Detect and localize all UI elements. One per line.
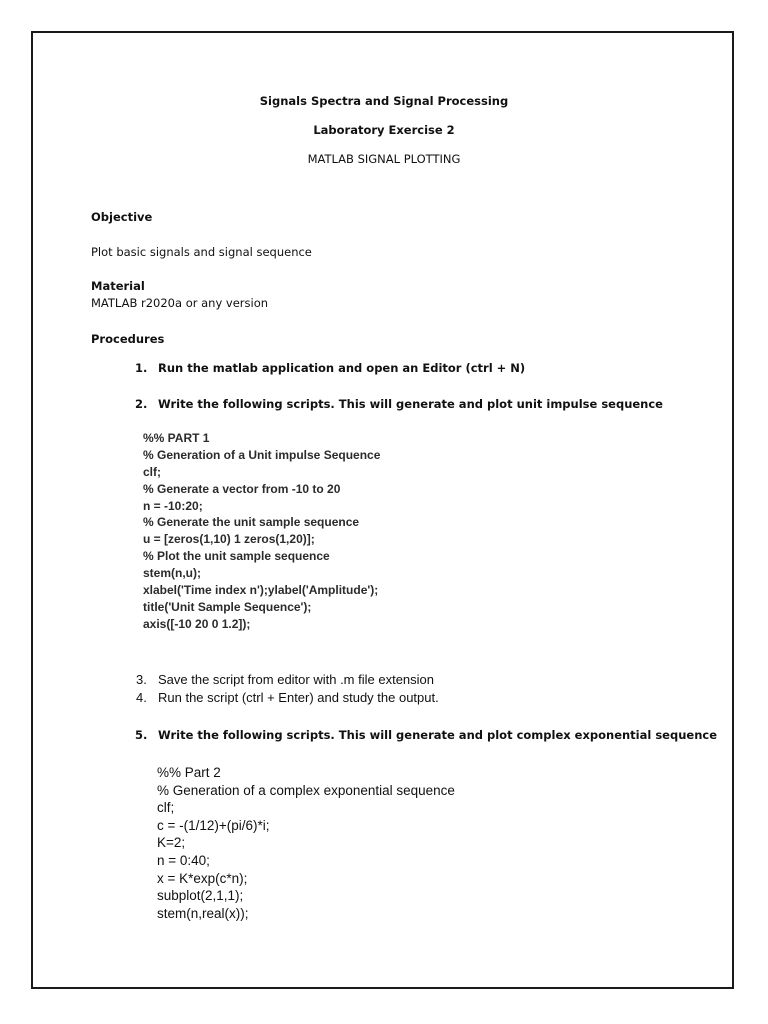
step-3-number: 3. (136, 672, 147, 687)
code-line: clf; (143, 464, 161, 479)
code-line: u = [zeros(1,10) 1 zeros(1,20)]; (143, 532, 315, 547)
code-block-part2 (157, 764, 455, 922)
step-1-number: 1. (135, 361, 148, 375)
code-line: subplot(2,1,1); (157, 888, 244, 904)
code-line: % Generation of a complex exponential sequence (157, 782, 455, 798)
step-2-text: Write the following scripts. This will generate and plot unit impulse sequence (158, 397, 663, 411)
code-line: clf; (157, 800, 175, 816)
step-1-text: Run the matlab application and open an Editor (ctrl + N) (158, 361, 526, 375)
step-5-number: 5. (135, 728, 148, 742)
course-title: Signals Spectra and Signal Processing (259, 94, 509, 108)
step-2-number: 2. (135, 397, 148, 411)
step-3-text: Save the script from editor with .m file extension (158, 672, 435, 687)
step-5-text: Write the following scripts. This will generate and plot complex exponential sequence (158, 728, 717, 742)
code-line: % Plot the unit sample sequence (143, 549, 330, 564)
code-line: stem(n,u); (143, 566, 201, 581)
code-line: title('Unit Sample Sequence'); (143, 599, 312, 614)
objective-text: Plot basic signals and signal sequence (91, 245, 312, 259)
code-block-part1 (143, 430, 380, 633)
code-line: % Generate a vector from -10 to 20 (143, 481, 341, 496)
code-line: % Generation of a Unit impulse Sequence (143, 447, 381, 462)
code-line: K=2; (157, 835, 186, 851)
step-4-number: 4. (136, 690, 147, 705)
exercise-title: Laboratory Exercise 2 (313, 123, 455, 137)
code-line: x = K*exp(c*n); (157, 870, 248, 886)
step-4-text: Run the script (ctrl + Enter) and study the output. (158, 690, 439, 705)
material-text: MATLAB r2020a or any version (91, 296, 269, 310)
code-line: % Generate the unit sample sequence (143, 515, 360, 530)
code-line: xlabel('Time index n');ylabel('Amplitude'); (143, 583, 379, 598)
code-line: c = -(1/12)+(pi/6)*i; (157, 817, 270, 833)
code-line: n = -10:20; (143, 498, 203, 513)
code-line: n = 0:40; (157, 852, 210, 868)
topic-title: MATLAB SIGNAL PLOTTING (307, 152, 461, 166)
code-line: stem(n,real(x)); (157, 905, 249, 921)
objective-heading: Objective (91, 210, 153, 224)
procedures-heading: Procedures (91, 332, 165, 346)
code-line: %% PART 1 (143, 431, 210, 445)
code-line: %% Part 2 (157, 765, 221, 780)
code-line: axis([-10 20 0 1.2]); (143, 616, 251, 631)
material-heading: Material (91, 279, 145, 293)
